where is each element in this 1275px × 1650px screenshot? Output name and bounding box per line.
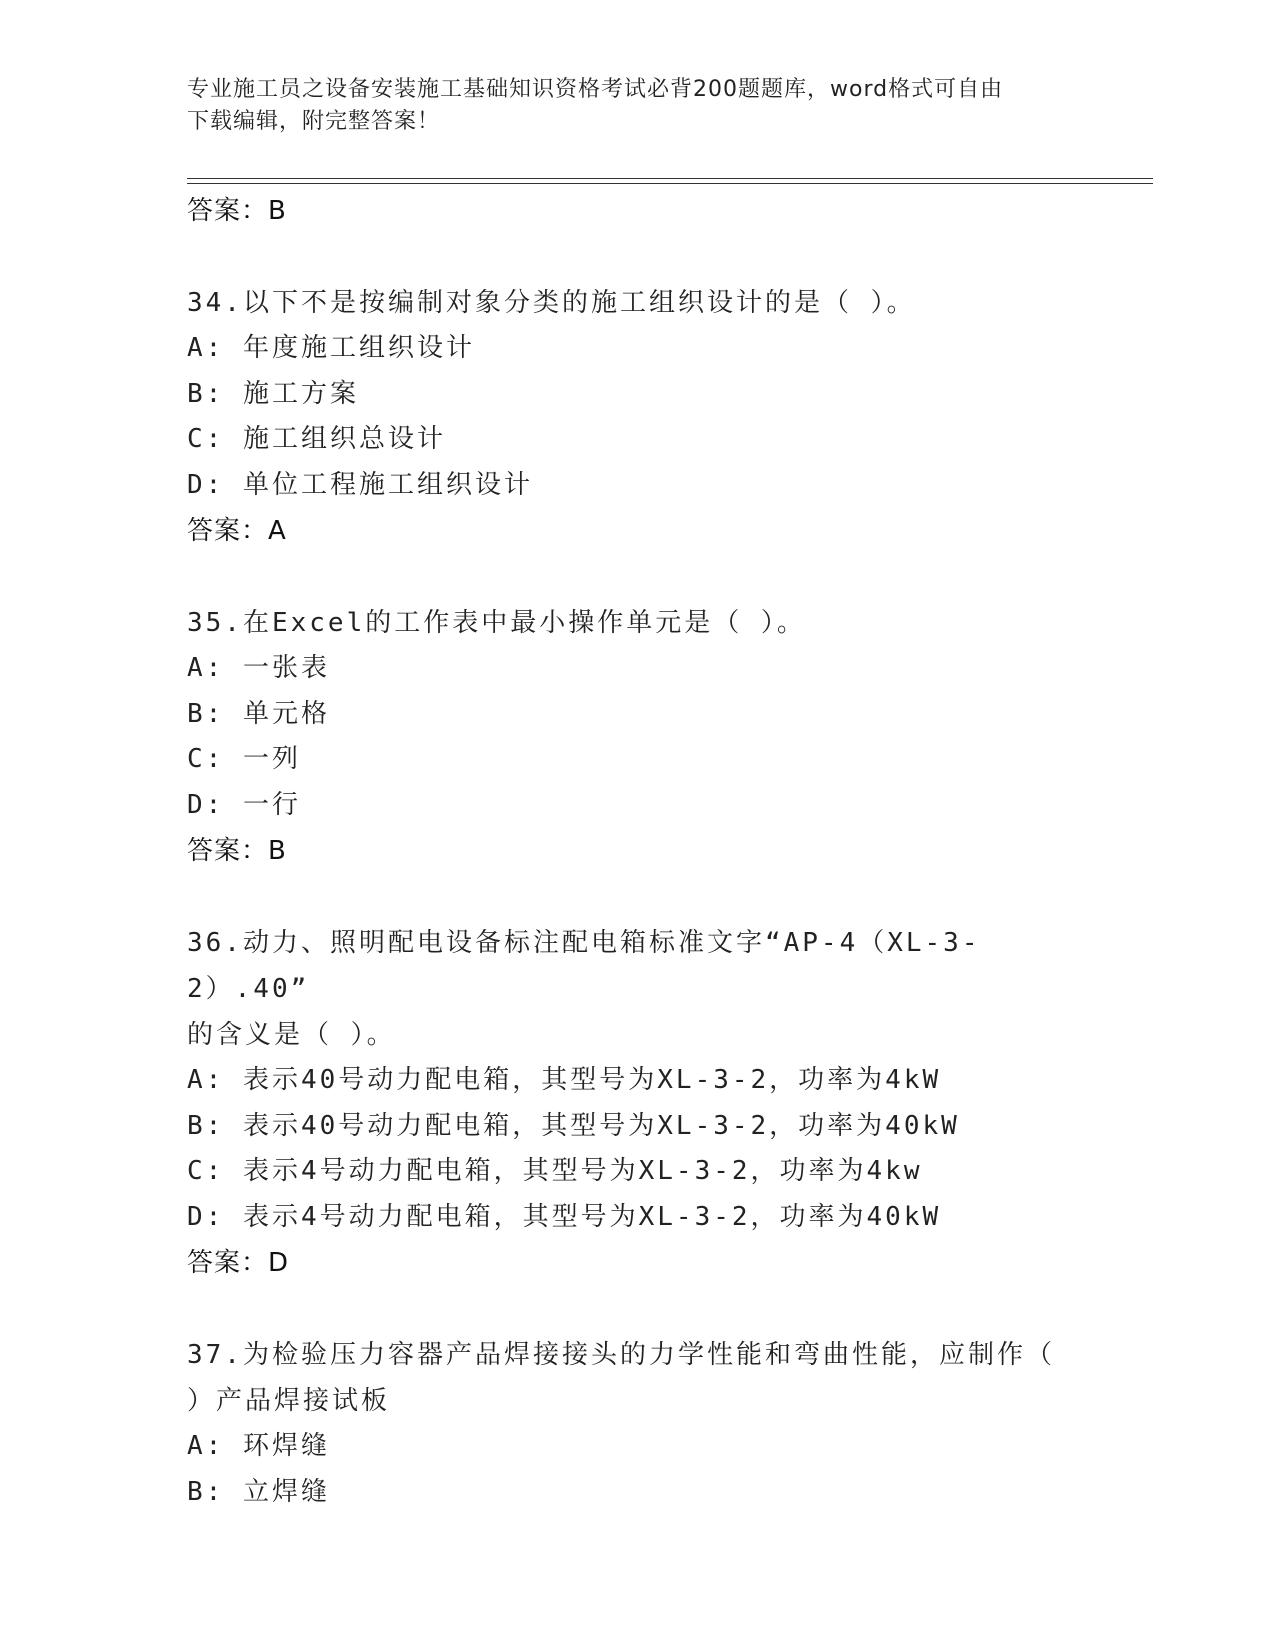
answer-label: 答案：D: [187, 1248, 290, 1278]
header-line-2: 下载编辑，附完整答案！: [187, 109, 441, 134]
option-a: A: 一张表: [187, 653, 330, 683]
option-b: B: 施工方案: [187, 378, 359, 409]
option-b: B: 立焊缝: [187, 1476, 330, 1507]
answer-label: 答案：B: [187, 836, 287, 866]
header-line-1: 专业施工员之设备安装施工基础知识资格考试必背200题题库，word格式可自由: [187, 77, 1004, 102]
option-c: C: 表示4号动力配电箱，其型号为XL-3-2，功率为4kw: [187, 1156, 923, 1186]
question-text: 35.在Excel的工作表中最小操作单元是（ ）。: [187, 608, 806, 638]
question-36: [187, 920, 1087, 1286]
answer-label: 答案：A: [187, 516, 287, 546]
question-text-line-1: 36.动力、照明配电设备标注配电箱标准文字“AP-4（XL-3-2）.40”: [187, 928, 981, 1004]
option-c: C: 一列: [187, 744, 301, 774]
option-d: D: 一行: [187, 789, 301, 820]
question-text-line-2: ）产品焊接试板: [187, 1386, 391, 1416]
question-text-line-1: 37.为检验压力容器产品焊接接头的力学性能和弯曲性能，应制作（: [187, 1340, 1055, 1370]
answer-label: 答案：B: [187, 196, 287, 226]
option-b: B: 表示40号动力配电箱，其型号为XL-3-2，功率为40kW: [187, 1110, 960, 1141]
document-header: [187, 74, 1067, 138]
header-divider-top: [187, 178, 1153, 179]
option-d: D: 表示4号动力配电箱，其型号为XL-3-2，功率为40kW: [187, 1201, 942, 1232]
option-d: D: 单位工程施工组织设计: [187, 469, 533, 500]
option-c: C: 施工组织总设计: [187, 424, 446, 454]
option-a: A: 环焊缝: [187, 1431, 330, 1461]
question-list: [187, 188, 1087, 1515]
header-divider-bottom: [187, 183, 1153, 184]
option-a: A: 年度施工组织设计: [187, 333, 475, 363]
question-37: [187, 1332, 1087, 1515]
option-a: A: 表示40号动力配电箱，其型号为XL-3-2，功率为4kW: [187, 1065, 942, 1095]
question-text: 34.以下不是按编制对象分类的施工组织设计的是（ ）。: [187, 288, 916, 318]
question-35: [187, 600, 1087, 874]
option-b: B: 单元格: [187, 698, 330, 729]
question-34: [187, 280, 1087, 554]
question-text-line-2: 的含义是（ ）。: [187, 1020, 396, 1050]
